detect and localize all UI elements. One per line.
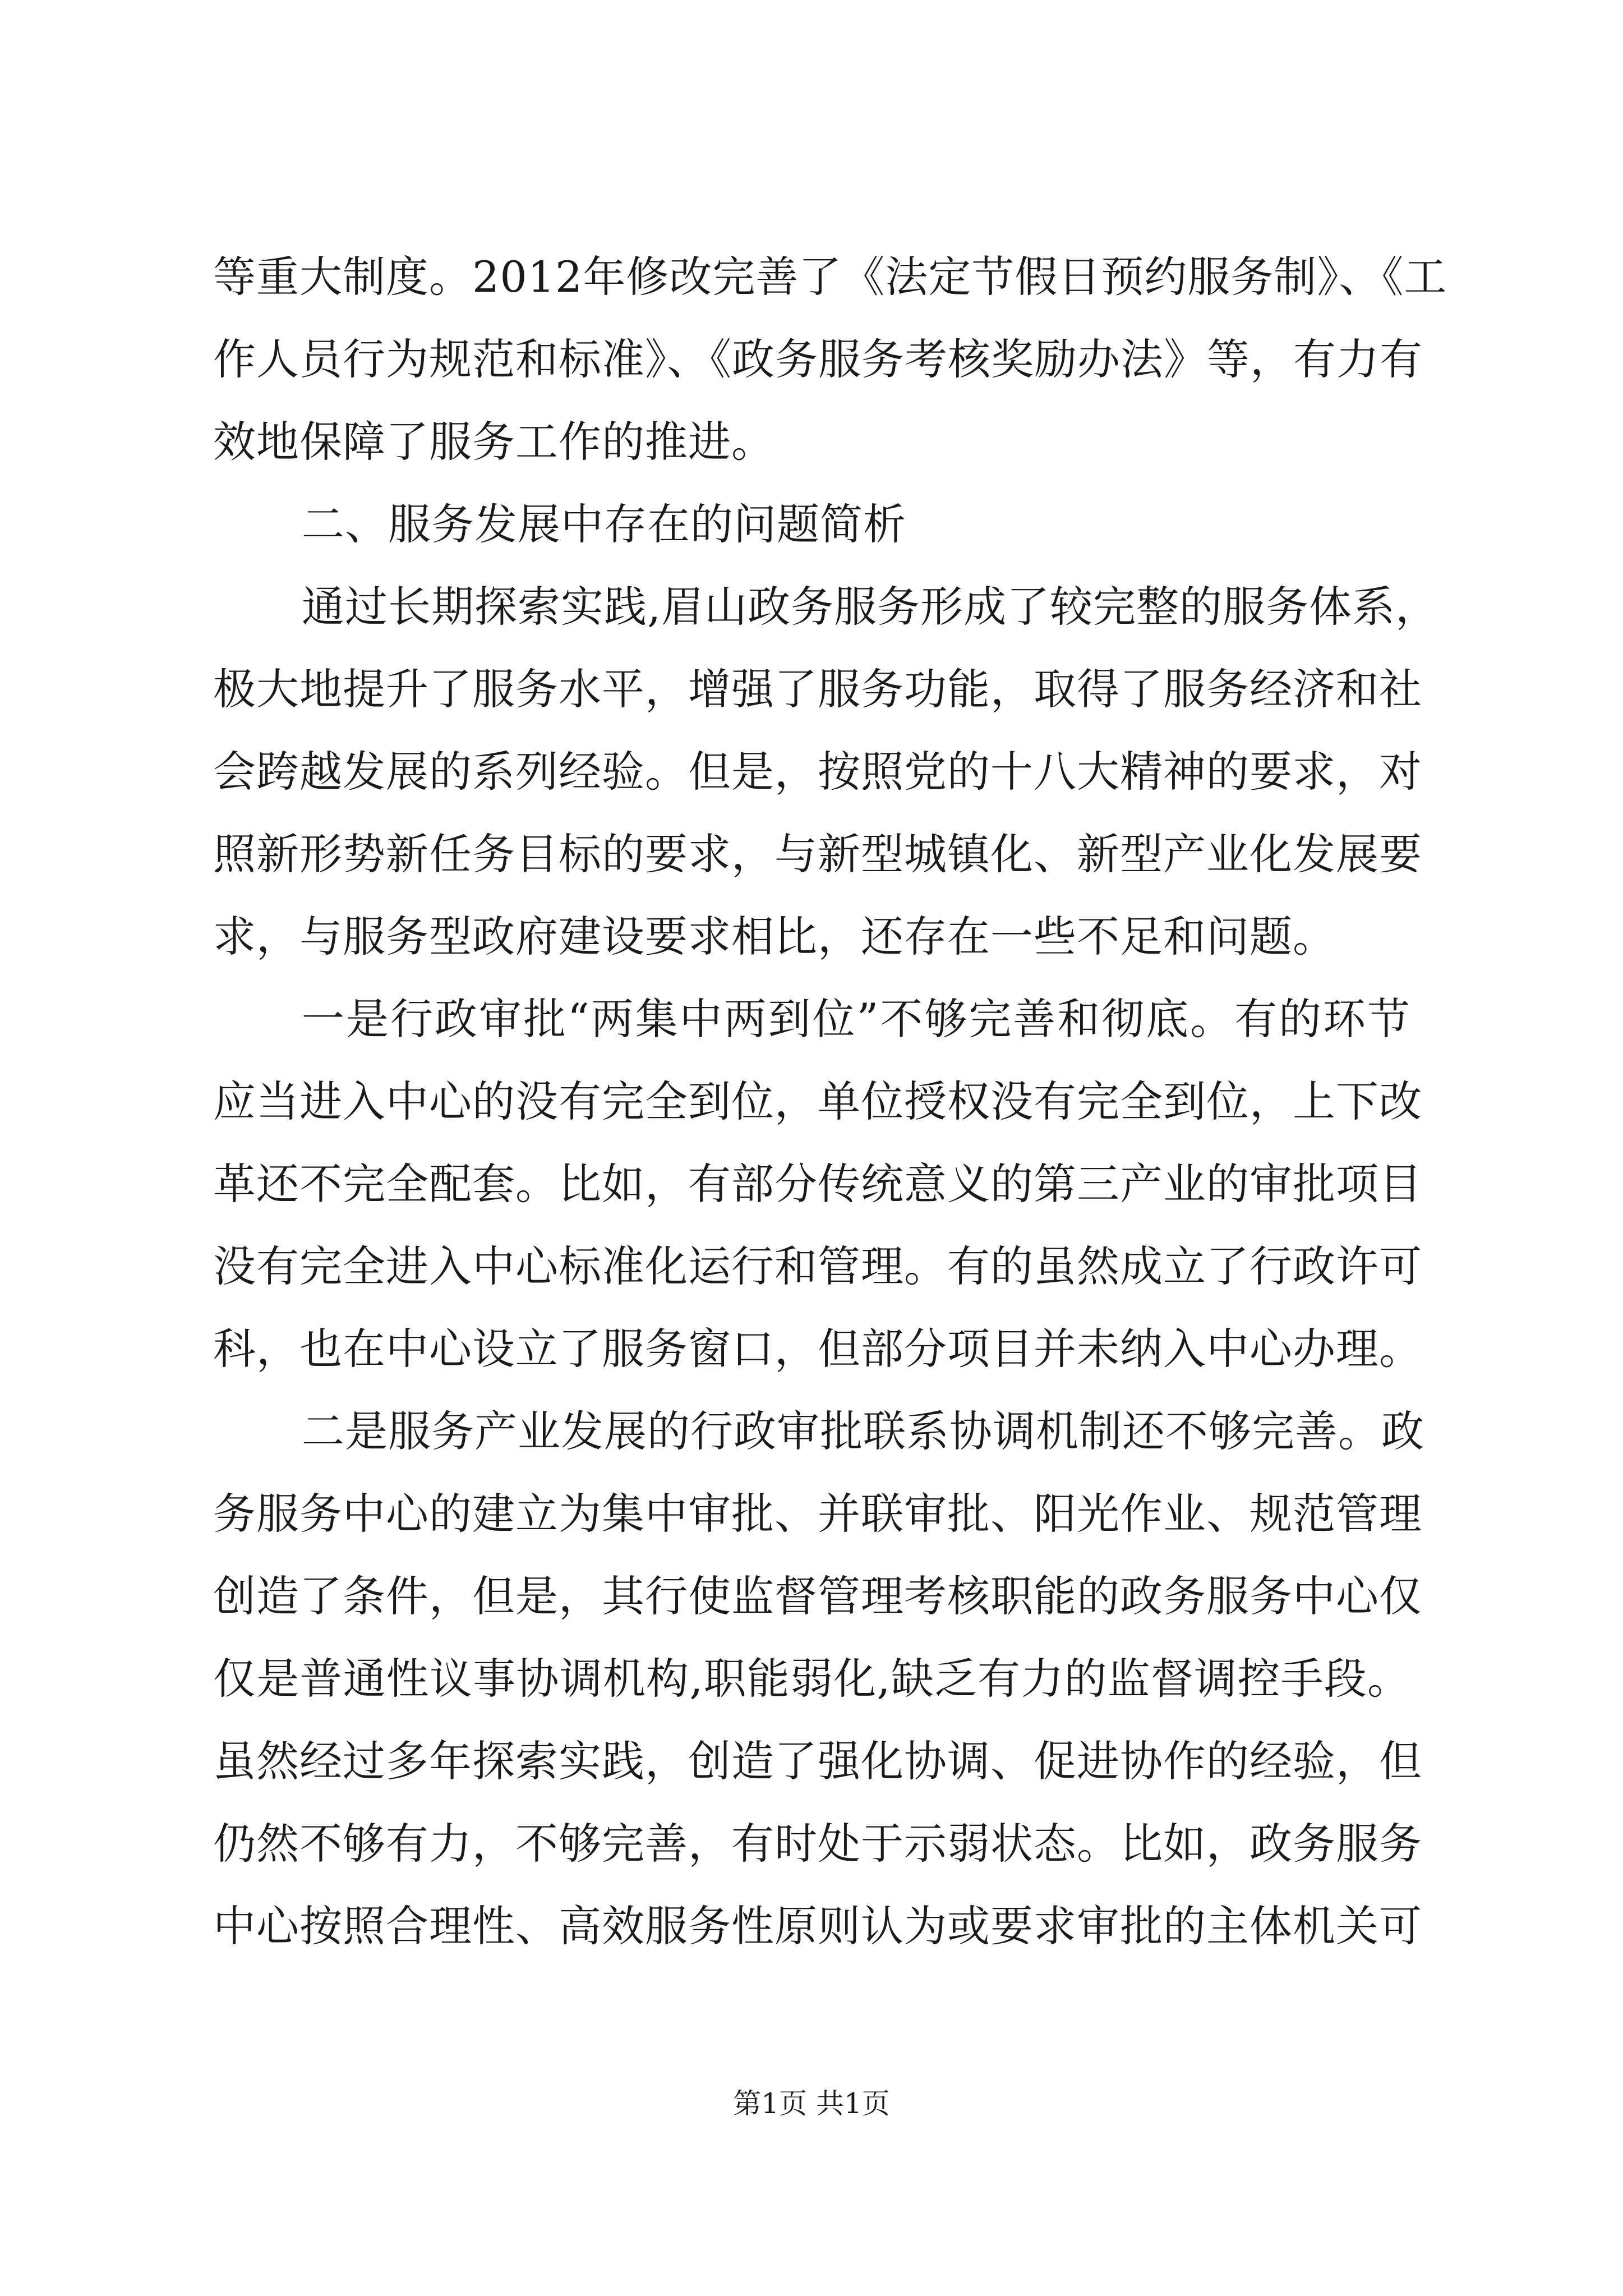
page-footer: 第1页 共1页 (733, 2087, 890, 2120)
text-line: 极大地提升了服务水平，增强了服务功能，取得了服务经济和社 (213, 664, 1422, 714)
text-line: 二是服务产业发展的行政审批联系协调机制还不够完善。政 (302, 1406, 1424, 1456)
text-line: 中心按照合理性、高效服务性原则认为或要求审批的主体机关可 (213, 1901, 1422, 1951)
text-line: 创造了条件，但是，其行使监督管理考核职能的政务服务中心仅 (213, 1571, 1422, 1621)
text-line: 应当进入中心的没有完全到位，单位授权没有完全到位，上下改 (213, 1076, 1422, 1126)
section-heading: 二、服务发展中存在的问题简析 (302, 499, 906, 549)
text-line: 革还不完全配套。比如，有部分传统意义的第三产业的审批项目 (213, 1159, 1422, 1209)
text-line: 仍然不够有力，不够完善，有时处于示弱状态。比如，政务服务 (213, 1819, 1422, 1869)
text-line: 科，也在中心设立了服务窗口，但部分项目并未纳入中心办理。 (213, 1324, 1422, 1374)
text-line: 没有完全进入中心标准化运行和管理。有的虽然成立了行政许可 (213, 1241, 1422, 1291)
text-line: 虽然经过多年探索实践，创造了强化协调、促进协作的经验，但 (213, 1736, 1422, 1786)
text-line: 求，与服务型政府建设要求相比，还存在一些不足和问题。 (213, 912, 1336, 961)
text-line: 务服务中心的建立为集中审批、并联审批、阳光作业、规范管理 (213, 1489, 1422, 1539)
text-line: 照新形势新任务目标的要求，与新型城镇化、新型产业化发展要 (213, 829, 1422, 879)
text-line: 一是行政审批“两集中两到位”不够完善和彻底。有的环节 (302, 994, 1410, 1044)
text-line: 仅是普通性议事协调机构,职能弱化,缺乏有力的监督调控手段。 (213, 1654, 1410, 1704)
text-line: 会跨越发展的系列经验。但是，按照党的十八大精神的要求，对 (213, 747, 1422, 797)
text-line: 效地保障了服务工作的推进。 (213, 417, 774, 467)
text-line: 通过长期探索实践,眉山政务服务形成了较完整的服务体系， (302, 582, 1439, 632)
text-line: 等重大制度。2012年修改完善了《法定节假日预约服务制》、《工 (213, 252, 1447, 302)
text-line: 作人员行为规范和标准》、《政务服务考核奖励办法》等，有力有 (213, 334, 1423, 384)
